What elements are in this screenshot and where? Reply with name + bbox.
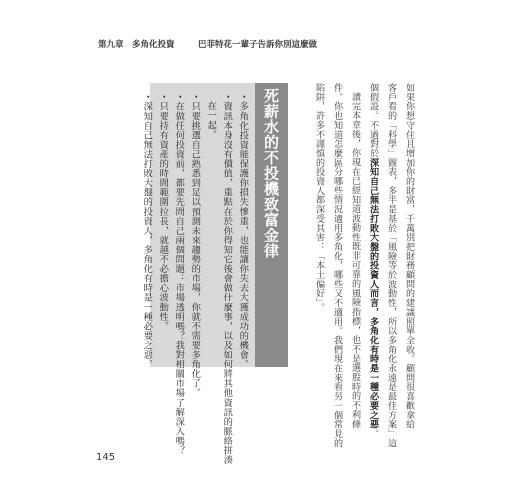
bullet-icon: ・ — [221, 92, 233, 102]
box-item-2 — [222, 92, 231, 464]
body-line-5: 件。你也知道怎麼區分哪些情況適用多角化，哪些又不適用。我們現在來看另一個常見的 — [332, 83, 343, 448]
bullet-icon: ・ — [189, 92, 201, 102]
body-line-3-end: 。 — [368, 428, 379, 439]
body-line-4: 讀完本章後，你現在已經知道波動性既非可靠的風險指標，也不是選股時的不利條 — [350, 92, 361, 429]
running-header-chapter: 第九章 多角化投資 — [98, 40, 175, 50]
box-item-3-text: 只要挑選自己熟悉到足以預測未來趨勢的市場，你就不需要多角化了。 — [189, 101, 201, 398]
box-item-4 — [174, 92, 183, 455]
box-item-6-text: 深知自己無法打敗大盤的投資人，多角化有時是一種必要之惡。 — [141, 101, 153, 369]
box-item-6 — [142, 92, 151, 369]
body-emphasis: 深知自己無法打敗大盤的投資人而言，多角化有時是一種必要之惡 — [368, 157, 379, 429]
box-item-5 — [158, 92, 167, 331]
bullet-icon: ・ — [157, 92, 169, 102]
body-line-2: 客戶看的「科學」圖表，多半是基於「風險等於波動性，所以多角化永遠是最佳方案」這 — [386, 83, 397, 448]
box-item-5-text: 只要持有資產的時間範圍拉長，就越不必擔心波動性。 — [157, 101, 169, 331]
box-item-1-text: 多角化投資能保護你損失慘重，也能讓你失去大獲成功的機會。 — [237, 101, 249, 369]
box-item-4-text: 在做任何投資前，都要先問自己兩個問題：市場透明嗎？我對相關市場了解深入嗎？ — [173, 101, 185, 455]
body-line-3-start: 個假設。不過對於 — [368, 83, 379, 158]
bullet-icon: ・ — [173, 92, 185, 102]
bullet-icon: ・ — [237, 92, 249, 102]
body-line-6: 陷阱，許多不謹慎的投資人都深受其害：「本土偏好」。 — [314, 83, 325, 313]
box-item-3 — [190, 92, 199, 398]
box-item-1 — [238, 92, 247, 369]
summary-box-title: 死薪水的不投機致富金律 — [262, 88, 280, 259]
running-header-title: 巴菲特花一輩子告訴你別這麼做 — [198, 40, 318, 50]
body-line-1: 如果你想守住且增加你的財富，千萬別把財務顧問的建議照單全收。顧問很喜歡拿給 — [404, 83, 415, 429]
body-line-3 — [368, 83, 377, 438]
box-item-2-text: 資訊本身沒有價值，重點在於你得知它後會做什麼事，以及如何將其他資訊的脈絡拼湊 — [221, 101, 233, 465]
box-item-2-cont: 在一起。 — [205, 101, 217, 140]
bullet-icon: ・ — [141, 92, 153, 102]
page-number: 145 — [96, 452, 116, 463]
